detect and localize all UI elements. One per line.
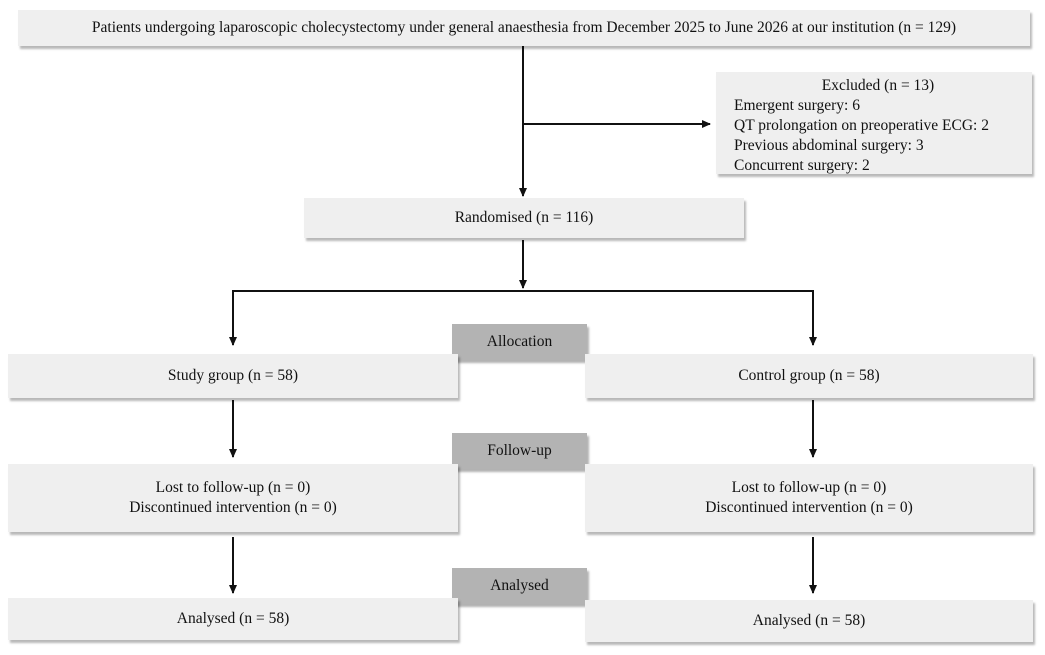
study-analysed-text: Analysed (n = 58) [176, 610, 290, 627]
randomised-text: Randomised (n = 116) [454, 209, 594, 226]
excluded-item: QT prolongation on preoperative ECG: 2 [734, 117, 989, 134]
control-analysed-text: Analysed (n = 58) [752, 612, 866, 629]
excluded-item: Concurrent surgery: 2 [734, 157, 870, 174]
excluded-item: Previous abdominal surgery: 3 [734, 137, 924, 154]
study-group-text: Study group (n = 58) [167, 367, 299, 384]
control-lost-to-followup: Lost to follow-up (n = 0) [731, 479, 887, 496]
excluded-item: Emergent surgery: 6 [734, 97, 860, 114]
control-group-text: Control group (n = 58) [738, 367, 880, 384]
enrolment-text: Patients undergoing laparoscopic cholecystectomy under general anaesthesia from December 2025 to June 2026 at our institution (n = 129) [91, 19, 957, 36]
stage-allocation-label: Allocation [486, 333, 553, 350]
enrolment-box [18, 10, 1030, 46]
stage-analysed-label: Analysed [490, 577, 549, 594]
stage-followup [452, 433, 587, 469]
excluded-box [716, 72, 1032, 174]
study-group-box [8, 354, 458, 398]
stage-allocation [452, 324, 587, 360]
stage-followup-label: Follow-up [487, 442, 552, 459]
control-analysed-box [585, 600, 1033, 642]
study-lost-to-followup: Lost to follow-up (n = 0) [155, 479, 311, 496]
excluded-title: Excluded (n = 13) [821, 77, 935, 94]
control-group-box [585, 354, 1033, 398]
stage-analysed [452, 568, 587, 604]
study-discontinued: Discontinued intervention (n = 0) [129, 499, 337, 516]
study-analysed-box [8, 598, 458, 640]
control-discontinued: Discontinued intervention (n = 0) [705, 499, 913, 516]
study-followup-box [8, 464, 458, 532]
control-followup-box [585, 464, 1033, 532]
randomised-box [304, 198, 744, 238]
